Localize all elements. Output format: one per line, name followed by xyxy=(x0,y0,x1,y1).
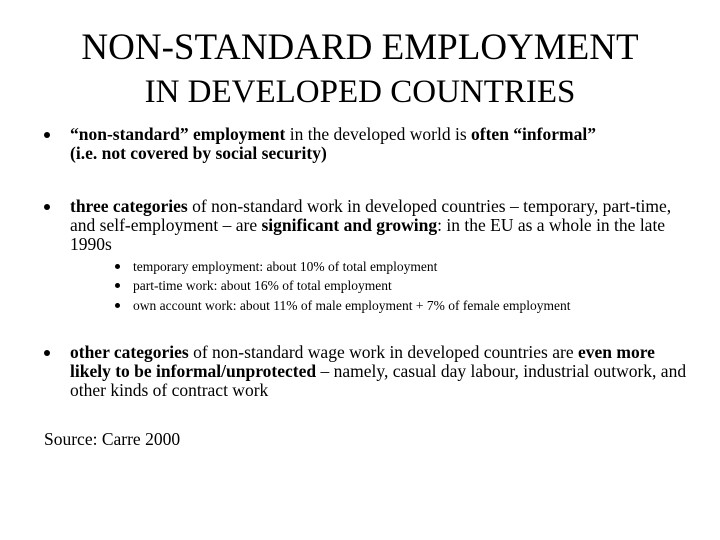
bullet-three-categories xyxy=(44,197,694,254)
sub-bullet-dot-icon xyxy=(115,303,120,308)
sub-bullet-dot-icon xyxy=(115,283,120,288)
bullet-plain-text: – namely, casual day labour, industrial outwork, and other kinds of contract work xyxy=(70,361,687,400)
bullet-bold-text: even more likely to be informal/unprotected xyxy=(70,342,655,381)
bullet-text xyxy=(70,125,694,163)
bullet-other-categories xyxy=(44,343,694,400)
sub-bullet-text: part-time work: about 16% of total employment xyxy=(133,278,392,293)
bullet-bold-text: significant and growing xyxy=(261,215,438,235)
title-line-1: NON-STANDARD EMPLOYMENT xyxy=(81,27,639,68)
bullet-dot-icon xyxy=(44,350,50,356)
bullet-plain-text: : in the EU as a whole in the late 1990s xyxy=(70,215,666,254)
sub-bullet-dot-icon xyxy=(115,264,120,269)
bullet-plain-text: in the developed world is xyxy=(285,124,472,144)
bullet-informal-employment xyxy=(44,125,694,163)
bullet-bold-text: (i.e. not covered by social security) xyxy=(70,143,327,163)
bullet-dot-icon xyxy=(44,204,50,210)
bullet-bold-text: “non-standard” employment xyxy=(70,124,286,144)
bullet-plain-text: of non-standard work in developed countries – temporary, part-time, and self-employment – are xyxy=(70,196,672,235)
title-line-2: IN DEVELOPED COUNTRIES xyxy=(144,74,576,110)
bullet-bold-text: other categories xyxy=(70,342,189,362)
bullet-text xyxy=(70,197,694,254)
sub-bullet-part-time xyxy=(115,276,695,295)
sub-bullet-text: temporary employment: about 10% of total employment xyxy=(133,259,438,274)
bullet-plain-text: of non-standard wage work in developed countries are xyxy=(188,342,578,362)
sub-bullet-own-account xyxy=(115,296,695,315)
bullet-bold-text: three categories xyxy=(70,196,188,216)
bullet-dot-icon xyxy=(44,132,50,138)
sub-bullet-text: own account work: about 11% of male employment + 7% of female employment xyxy=(133,298,571,313)
source-citation: Source: Carre 2000 xyxy=(44,429,181,449)
sub-bullet-temporary xyxy=(115,257,695,276)
bullet-text xyxy=(70,343,694,400)
bullet-bold-text: often “informal” xyxy=(471,124,596,144)
